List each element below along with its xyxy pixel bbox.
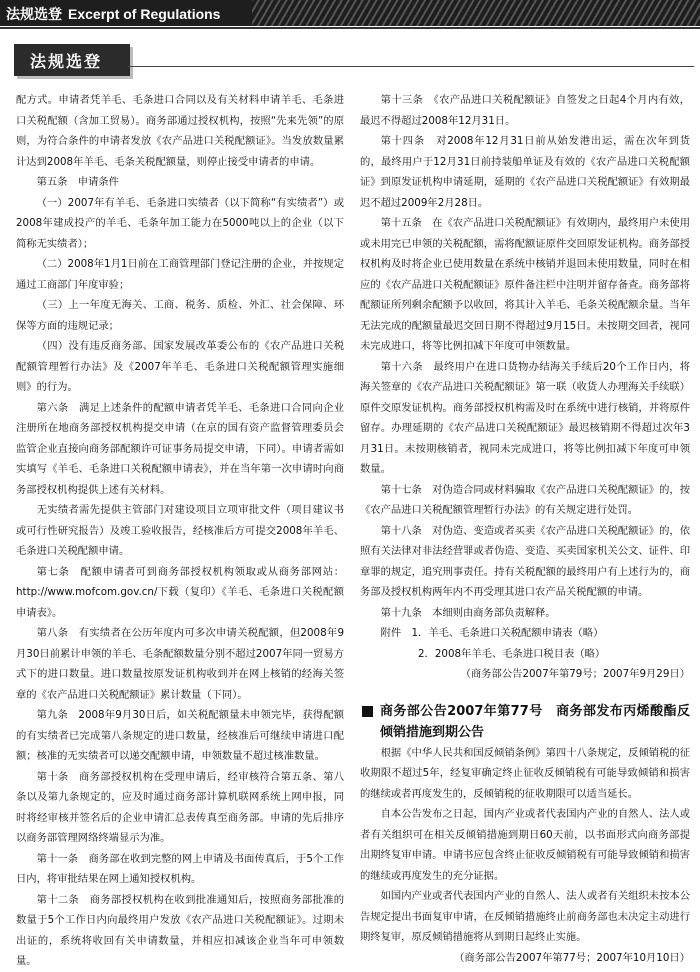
attachment-line: 附件 1．羊毛、毛条进口关税配额申请表（略） <box>380 627 604 639</box>
bullet-square-icon <box>362 706 373 717</box>
section-tab-label: 法规选登 <box>30 52 103 71</box>
header-bar <box>0 0 700 26</box>
attachment-line: 2．2008年羊毛、毛条进口税目表（略） <box>418 647 606 660</box>
header-title <box>6 4 220 24</box>
paragraph: 第十四条 对2008年12月31日前从始发港出运，需在次年到货的，最终用户于12月31日前持装船单证及有效的《农产品进口关税配额证》到原发证机构申请延期，延期的《农产品进口关税配额证》有效期最迟不超过2009年2月28日。 <box>360 135 690 209</box>
header-divider <box>0 27 700 29</box>
paragraph: 无实绩者需先提供主管部门对建设项目立项审批文件（项目建议书或可行性研究报告）及竣工验收报告，经核准后方可提交2008年羊毛、毛条进口关税配额申请。 <box>16 504 344 557</box>
paragraph: 第十九条 本细则由商务部负责解释。 <box>380 606 556 619</box>
paragraph: 第十条 商务部授权机构在受理申请后，经审核符合第五条、第八条以及第九条规定的，应及时通过商务部计算机联网系统上网申报，同时将经审核并签名后的企业申请汇总表传真至商务部。申请的先后排序以商务部管理网络终端显示为准。 <box>16 770 344 844</box>
paragraph: 第十三条 《农产品进口关税配额证》自签发之日起4个月内有效，最迟不得超过2008年12月31日。 <box>360 94 690 127</box>
paragraph: 第十六条 最终用户在进口货物办结海关手续后20个工作日内，将海关签章的《农产品进口关税配额证》第一联（收货人办理海关手续联）原件交原发证机构。商务部授权机构需及时在系统中进行核销，并将原件留存。办理延期的《农产品进口关税配额证》最迟核销期不得超过次年3月31日。未按期核销者，视同未完成进口，将等比例扣减下年度可申领数量。 <box>360 360 690 475</box>
left-column <box>16 90 344 972</box>
article-heading: 第五条 申请条件 <box>36 176 119 188</box>
paragraph: （三）上一年度无海关、工商、税务、质检、外汇、社会保障、环保等方面的违规记录； <box>16 299 344 332</box>
paragraph: 第十八条 对伪造、变造或者买卖《农产品进口关税配额证》的，依照有关法律对非法经营罪或者伪造、变造、买卖国家机关公文、证件、印章罪的规定，追究刑事责任。持有关税配额的最终用户有上述行为的，商务部及授权机构两年内不再受理其进口农产品关税配额的申请。 <box>360 524 690 598</box>
notice-signoff: （商务部公告2007年第79号；2007年9月29日） <box>460 668 690 680</box>
paragraph: 根据《中华人民共和国反倾销条例》第四十八条规定，反倾销税的征收期限不超过5年，经复审确定终止征收反倾销税有可能导致倾销和损害的继续或者再度发生的，反倾销税的征收期限可以适当延长。 <box>360 746 690 800</box>
paragraph: （一）2007年有羊毛、毛条进口实绩者（以下简称“有实绩者”）或2008年建成投产的羊毛、毛条年加工能力在5000吨以上的企业（以下简称无实绩者）； <box>16 196 344 250</box>
section-tab <box>14 44 130 76</box>
paragraph: （二）2008年1月1日前在工商管理部门登记注册的企业，并按规定通过工商部门年度审验； <box>16 258 344 291</box>
paragraph: （四）没有违反商务部、国家发展改革委公布的《农产品进口关税配额管理暂行办法》及《2007年羊毛、毛条进口关税配额管理实施细则》的行为。 <box>16 340 344 393</box>
paragraph: 自本公告发布之日起，国内产业或者代表国内产业的自然人、法人或者有关组织可在相关反倾销措施到期日60天前，以书面形式向商务部提出期终复审申请。申请书应包含终止征收反倾销税有可能导致倾销和损害的继续或再度发生的充分证据。 <box>360 808 690 882</box>
news-signoff: （商务部公告2007年第77号；2007年10月10日） <box>454 951 690 964</box>
right-column <box>360 90 690 968</box>
paragraph: 第八条 有实绩者在公历年度内可多次申请关税配额，但2008年9月30日前累计申领的羊毛、毛条配额数量分别不超过2007年同一贸易方式下的进口数量。进口数量按原发证机构收到并在网上核销的经海关签章的《农产品进口关税配额证》累计数量（下同）。 <box>16 627 344 701</box>
header-stripes <box>230 0 700 26</box>
paragraph: 第七条 配额申请者可到商务部授权机构领取或从商务部网站：http://www.mofcom.gov.cn/下载（复印）《羊毛、毛条进口关税配额申请表》。 <box>16 565 344 619</box>
news-headline-text: 商务部公告2007年第77号 商务部发布丙烯酸酯反倾销措施到期公告 <box>380 703 690 740</box>
paragraph: 第九条 2008年9月30日后，如关税配额量未申领完毕，获得配额的有实绩者已完成第八条规定的进口数量，经核准后可继续申请进口配额；核准的无实绩者可以递交配额申请，申领数量不超过核准数量。 <box>16 709 344 762</box>
paragraph: 第六条 满足上述条件的配额申请者凭羊毛、毛条进口合同向企业注册所在地商务部授权机构提交申请（在京的国有资产监督管理委员会监管企业直接向商务部配额许可证事务局提交申请，下同）。申请者需如实填写《羊毛、毛条进口关税配额申请表》，并在当年第一次申请时向商务部授权机构提供上述有关材料。 <box>16 401 344 496</box>
paragraph: 如国内产业或者代表国内产业的自然人、法人或者有关组织未按本公告规定提出书面复审申请，在反倾销措施终止前商务部也未决定主动进行期终复审，原反倾销措施将从到期日起终止实施。 <box>360 890 690 943</box>
paragraph: 配方式。申请者凭羊毛、毛条进口合同以及有关材料申请羊毛、毛条进口关税配额（含加工贸易）。商务部通过授权机构，按照“先来先领”的原则，为符合条件的申请者发放《农产品进口关税配额证》。当发放数量累计达到2008年羊毛、毛条关税配额量，则停止接受申请者的申请。 <box>16 94 344 168</box>
news-headline <box>360 701 690 743</box>
paragraph: 第十七条 对伪造合同或材料骗取《农产品进口关税配额证》的，按《农产品进口关税配额管理暂行办法》的有关规定进行处罚。 <box>360 483 690 516</box>
paragraph: 第十五条 在《农产品进口关税配额证》有效期内，最终用户未使用或未用完已申领的关税配额，需将配额证原件交回原发证机构。商务部授权机构及时将企业已使用数量在系统中核销并退回未使用数量，同时在相应的《农产品进口关税配额证》原件备注栏中注明并留存备查。商务部将配额证所列剩余配额予以收回，将其计入羊毛、毛条关税配额余量。当年无法完成的配额量最迟交回日期不得超过9月15日。未按期交回者，视同未完成进口，将等比例扣减下年度可申领数量。 <box>360 217 690 352</box>
section-divider <box>128 66 694 67</box>
paragraph: 第十一条 商务部在收到完整的网上申请及书面传真后，于5个工作日内，将审批结果在网上通知授权机构。 <box>16 852 344 885</box>
header-title-cn: 法规选登 <box>6 7 62 23</box>
paragraph: 第十二条 商务部授权机构在收到批准通知后，按照商务部批准的数量于5个工作日内向最终用户发放《农产品进口关税配额证》。过期未出证的，系统将收回有关申请数量，并相应扣减该企业当年可申领数量。 <box>16 893 344 967</box>
header-title-en: Excerpt of Regulations <box>68 6 221 22</box>
